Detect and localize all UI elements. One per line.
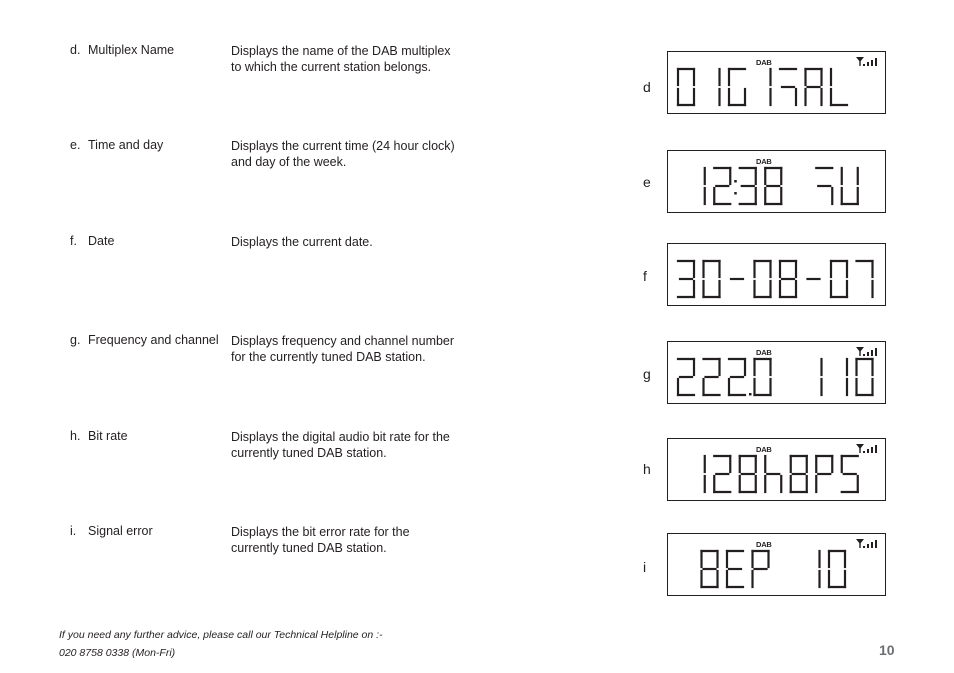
figure-marker: g xyxy=(643,366,651,382)
description: Displays the current date. xyxy=(231,235,373,249)
dab-indicator: DAB xyxy=(756,445,772,454)
list-item xyxy=(0,524,954,614)
list-item xyxy=(0,333,954,423)
term-label: d. Multiplex Name xyxy=(70,43,175,57)
list-item xyxy=(0,43,954,133)
lcd-display xyxy=(667,51,886,114)
description: Displays frequency and channel number for the currently tuned DAB station. xyxy=(231,334,455,364)
lcd-digits xyxy=(668,534,884,594)
lcd-colon xyxy=(734,192,737,195)
figure-marker: f xyxy=(643,268,647,284)
lcd-digits xyxy=(668,52,884,112)
dab-indicator: DAB xyxy=(756,58,772,67)
term-label: f. Date xyxy=(70,234,115,248)
term-label: e. Time and day xyxy=(70,138,164,152)
dab-indicator: DAB xyxy=(756,157,772,166)
figure-marker: e xyxy=(643,174,651,190)
helpline-number: 020 8758 0338 (Mon-Fri) xyxy=(59,647,176,659)
lcd-colon xyxy=(734,180,737,183)
list-item xyxy=(0,138,954,228)
description: Displays the name of the DAB multiplex to which the current station belongs. xyxy=(231,44,451,74)
lcd-display xyxy=(667,341,886,404)
lcd-digits xyxy=(668,439,884,499)
figure-marker: h xyxy=(643,461,651,477)
dab-indicator: DAB xyxy=(756,540,772,549)
helpline-text: If you need any further advice, please call our Technical Helpline on :- xyxy=(59,629,383,641)
lcd-display xyxy=(667,243,886,306)
lcd-display xyxy=(667,438,886,501)
term-label: h. Bit rate xyxy=(70,429,128,443)
signal-strength-icon xyxy=(856,347,877,356)
signal-strength-icon xyxy=(856,539,877,548)
term-label: g. Frequency and channel xyxy=(70,333,219,347)
page-number: 10 xyxy=(879,642,895,658)
description: Displays the current time (24 hour clock) and day of the week. xyxy=(231,139,455,169)
list-item xyxy=(0,234,954,324)
description: Displays the bit error rate for the currently tuned DAB station. xyxy=(231,525,410,555)
lcd-digits xyxy=(668,244,884,304)
lcd-display xyxy=(667,150,886,213)
list-item xyxy=(0,429,954,519)
lcd-decimal-point xyxy=(749,393,752,396)
figure-marker: d xyxy=(643,79,651,95)
lcd-display xyxy=(667,533,886,596)
lcd-digits xyxy=(668,342,884,402)
signal-strength-icon xyxy=(856,444,877,453)
description: Displays the digital audio bit rate for the currently tuned DAB station. xyxy=(231,430,450,460)
lcd-digits xyxy=(668,151,884,211)
signal-strength-icon xyxy=(856,57,877,66)
figure-marker: i xyxy=(643,559,647,575)
term-label: i. Signal error xyxy=(70,524,153,538)
dab-indicator: DAB xyxy=(756,348,772,357)
